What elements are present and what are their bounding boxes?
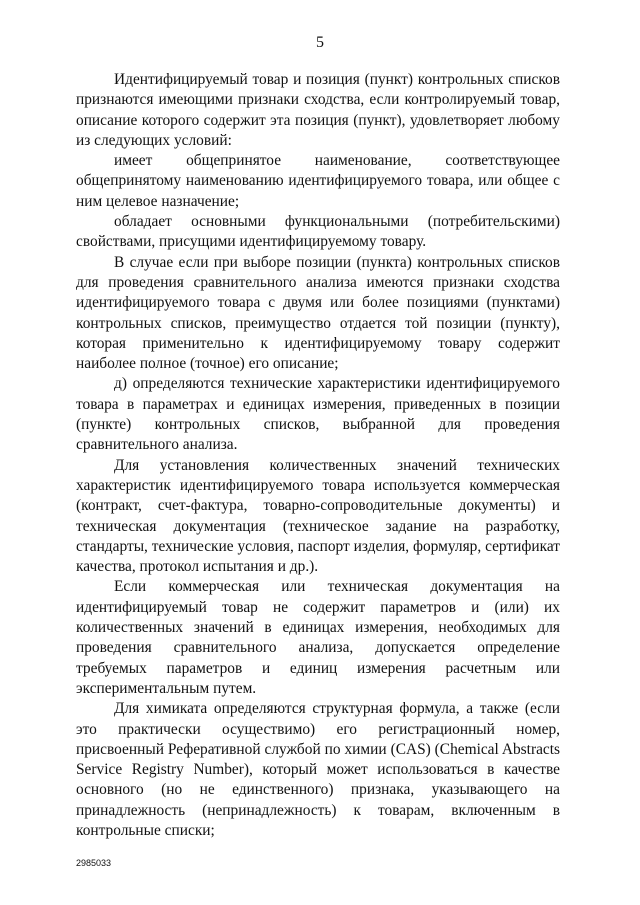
paragraph: Идентифицируемый товар и позиция (пункт) контрольных списков признаются имеющими признаки сходства, если контролируемый товар, описание которого содержит эта позиция (пункт), удовлетворяет любому из следующих условий: <box>76 71 560 149</box>
page-number: 5 <box>316 34 324 51</box>
paragraph: Если коммерческая или техническая документация на идентифицируемый товар не содержит параметров и (или) их количественных значений в единицах измерения, необходимых для проведения сравнительного анализа, допускается определение требуемых параметров и единиц измерения расчетным или экспериментальным путем. <box>76 578 560 697</box>
paragraph: д) определяются технические характеристики идентифицируемого товара в параметрах и единицах измерения, приведенных в позиции (пункте) контрольных списков, выбранной для проведения сравнительного анализа. <box>76 375 560 454</box>
document-id: 2985033 <box>76 858 112 868</box>
paragraph: Для химиката определяются структурная формула, а также (если это практически осуществимо) его регистрационный номер, присвоенный Реферативной службой по химии (CAS) (Chemical Abstracts Service Registry Number), который может использоваться в качестве основного (но не единственного) признака, указывающего на принадлежность (непринадлежность) к товарам, включенным в контрольные списки; <box>76 700 560 839</box>
paragraph: Для установления количественных значений технических характеристик идентифицируемого товара используется коммерческая (контракт, счет-фактура, товарно-сопроводительные документы) и техническая документация (техническое задание на разработку, стандарты, технические условия, паспорт изделия, формуляр, сертификат качества, протокол испытания и др.). <box>76 456 560 576</box>
paragraph: имеет общепринятое наименование, соответствующее общепринятому наименованию идентифицируемого товара, или общее с ним целевое назначение; <box>76 152 560 210</box>
document-body <box>76 70 560 841</box>
paragraph: обладает основными функциональными (потребительскими) свойствами, присущими идентифицируемому товару. <box>76 213 560 251</box>
paragraph: В случае если при выборе позиции (пункта) контрольных списков для проведения сравнительного анализа имеются признаки сходства идентифицируемого товара с двумя или более позициями (пунктами) контрольных списков, преимущество отдается той позиции (пункту), которая применительно к идентифицируемому товару содержит наиболее полное (точное) его описание; <box>76 253 560 373</box>
